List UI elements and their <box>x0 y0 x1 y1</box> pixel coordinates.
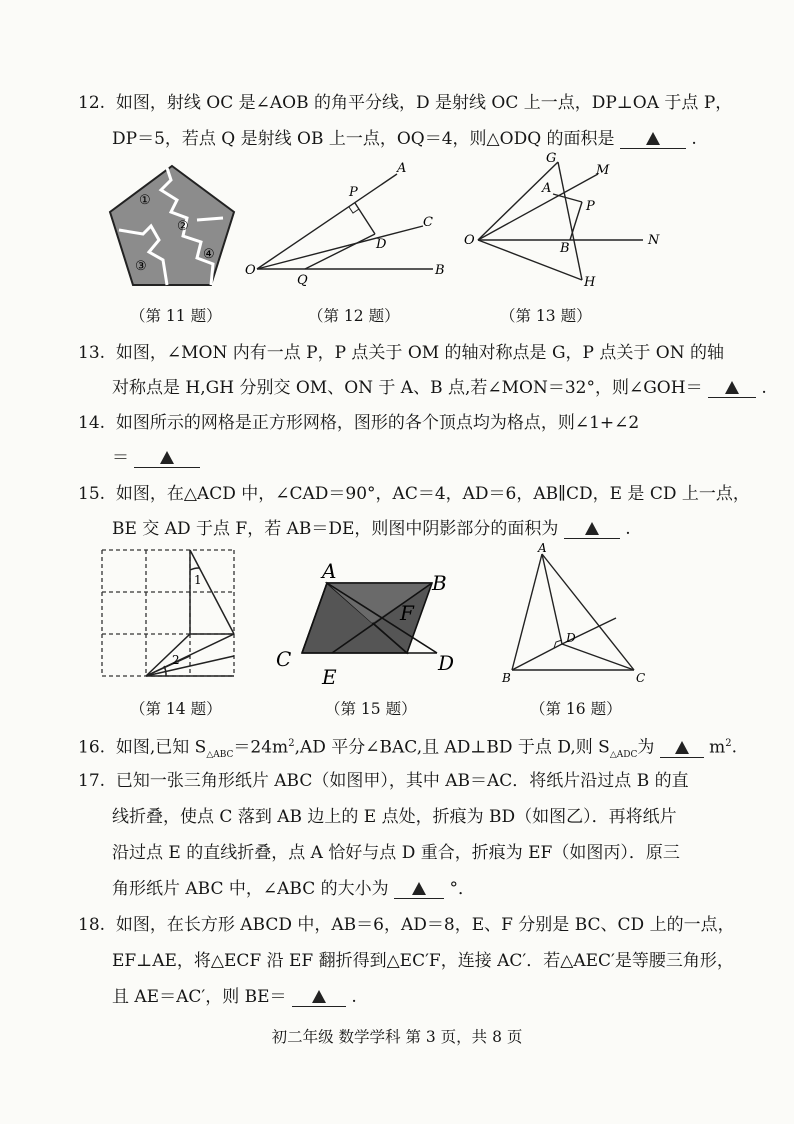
q14-answer-blank[interactable] <box>134 449 200 468</box>
fig16-caption: （第 16 题） <box>530 700 622 718</box>
fig12-label-Q: Q <box>297 273 308 288</box>
figure-12 <box>245 160 455 288</box>
fig15-caption: （第 15 题） <box>325 700 417 718</box>
fig13-label-G: G <box>546 151 557 166</box>
fig14-label-1: 1 <box>194 573 202 587</box>
triangle-marker-icon <box>412 882 426 895</box>
fig13-label-B: B <box>560 241 570 256</box>
figure-14 <box>100 548 240 680</box>
triangle-marker-icon <box>160 451 174 464</box>
q18-line1 <box>78 914 735 936</box>
fig14-caption: （第 14 题） <box>130 700 222 718</box>
fig15-label-F: F <box>400 601 414 625</box>
fig16-label-A: A <box>538 541 547 555</box>
q14-number: 14. <box>78 413 106 433</box>
q15-text-1: 如图，在△ACD 中，∠CAD＝90°，AC＝4，AD＝6，AB∥CD，E 是 CD 上一点， <box>115 484 750 504</box>
q17-line4: 角形纸片 ABC 中，∠ABC 的大小为 °． <box>112 879 475 899</box>
q15-answer-blank[interactable] <box>564 520 620 539</box>
fig13-caption: （第 13 题） <box>500 307 592 325</box>
q18-line2 <box>112 950 734 972</box>
fig12-label-B: B <box>435 263 445 278</box>
q15-number: 15. <box>78 484 106 504</box>
triangle-marker-icon <box>312 990 326 1003</box>
fig11-cut <box>197 218 223 220</box>
fig11-label-1: ① <box>139 193 151 208</box>
triangle-marker-icon <box>725 381 739 394</box>
q18-answer-blank[interactable] <box>292 988 346 1007</box>
q15-line2: BE 交 AD 于点 F，若 AB＝DE，则图中阴影部分的面积为 . <box>112 519 631 539</box>
q15-text-2: BE 交 AD 于点 F，若 AB＝DE，则图中阴影部分的面积为 <box>112 519 559 539</box>
triangle-marker-icon <box>646 132 660 145</box>
q13-line2: 对称点是 H,GH 分别交 OM、ON 于 A、B 点,若∠MON＝32°，则∠GOH＝ . <box>112 378 767 398</box>
fig13-label-O: O <box>464 233 475 248</box>
q12-answer-blank[interactable] <box>620 130 686 149</box>
q17-text-2: 线折叠，使点 C 落到 AB 边上的 E 点处，折痕为 BD（如图乙）．再将纸片 <box>112 807 677 827</box>
fig11-label-2: ② <box>177 219 189 234</box>
q13-number: 13. <box>78 343 106 363</box>
q16-number: 16. <box>78 737 106 758</box>
fig11-label-4: ④ <box>203 247 215 262</box>
q13-line1 <box>78 342 724 364</box>
q17-number: 17. <box>78 771 106 791</box>
q13-answer-blank[interactable] <box>708 379 756 398</box>
fig13-label-N: N <box>648 233 660 248</box>
fig11-caption: （第 11 题） <box>130 307 222 325</box>
q12-text-2: DP＝5，若点 Q 是射线 OB 上一点，OQ＝4，则△ODQ 的面积是 <box>112 129 615 149</box>
fig11-pentagon <box>110 166 234 285</box>
q17-answer-blank[interactable] <box>394 880 444 899</box>
q12-text-1: 如图，射线 OC 是∠AOB 的角平分线，D 是射线 OC 上一点，DP⊥OA 于点 P， <box>115 93 733 113</box>
figure-11 <box>105 160 240 290</box>
q12-number: 12. <box>78 93 106 113</box>
fig13-label-H: H <box>584 275 596 290</box>
q14-line1 <box>78 412 639 434</box>
q16-answer-blank[interactable] <box>660 739 704 758</box>
q17-text-4: 角形纸片 ABC 中，∠ABC 的大小为 <box>112 879 389 899</box>
q13-text-2: 对称点是 H,GH 分别交 OM、ON 于 A、B 点,若∠MON＝32°，则∠GOH＝ <box>112 378 703 398</box>
q17-text-3: 沿过点 E 的直线折叠，点 A 恰好与点 D 重合，折痕为 EF（如图丙）．原三 <box>112 843 680 863</box>
q17-text-1: 已知一张三角形纸片 ABC（如图甲），其中 AB＝AC．将纸片沿过点 B 的直 <box>115 771 689 791</box>
q17-line3 <box>112 842 680 864</box>
triangle-marker-icon <box>675 741 689 754</box>
fig12-label-D: D <box>376 237 387 252</box>
fig12-label-O: O <box>245 263 256 278</box>
fig11-label-3: ③ <box>135 259 147 274</box>
page-footer: 初二年级 数学学科 第 3 页，共 8 页 <box>271 1028 523 1046</box>
q17-line1 <box>78 770 689 792</box>
q14-text-1: 如图所示的网格是正方形网格，图形的各个顶点均为格点，则∠1+∠2 <box>115 413 640 433</box>
fig13-label-M: M <box>596 163 610 178</box>
fig16-label-D: D <box>566 631 576 645</box>
fig14-label-2: 2 <box>172 653 180 667</box>
fig12-label-C: C <box>423 215 433 230</box>
fig16-label-B: B <box>502 671 511 685</box>
q17-line2 <box>112 806 677 828</box>
q15-line1 <box>78 483 750 505</box>
fig15-label-A: A <box>322 559 337 583</box>
fig13-label-P: P <box>586 199 595 214</box>
q16-line: 16. 如图,已知 $S_{\triangle ABC}=24m^2,AD$ 平分∠BAC,且 AD⊥BD 于点 D,则 $S_{\triangle ADC}$为 $m^2$. <box>78 737 738 761</box>
q18-text-3: 且 AE＝AC′，则 BE＝ <box>112 987 287 1007</box>
fig15-label-B: B <box>432 571 447 595</box>
q18-text-1: 如图，在长方形 ABCD 中，AB＝6，AD＝8，E、F 分别是 BC、CD 上的一点， <box>115 915 735 935</box>
q13-text-1: 如图，∠MON 内有一点 P，P 点关于 OM 的轴对称点是 G，P 点关于 ON 的轴 <box>115 343 725 363</box>
triangle-marker-icon <box>585 522 599 535</box>
fig16-label-C: C <box>636 671 646 685</box>
fig13-label-A: A <box>542 181 552 196</box>
q18-line3: 且 AE＝AC′，则 BE＝ . <box>112 987 357 1007</box>
figure-13 <box>458 151 668 290</box>
fig15-label-E: E <box>322 665 337 689</box>
q14-text-2: ＝ <box>112 448 129 468</box>
fig15-label-D: D <box>438 651 455 675</box>
q18-text-2: EF⊥AE，将△ECF 沿 EF 翻折得到△EC′F，连接 AC′．若△AEC′是等腰三角形， <box>112 951 734 971</box>
figure-16 <box>498 541 658 686</box>
figure-15 <box>272 558 472 688</box>
q12-line1 <box>78 92 732 114</box>
q18-number: 18. <box>78 915 106 935</box>
fig12-caption: （第 12 题） <box>308 307 400 325</box>
q14-line2 <box>112 447 200 469</box>
fig12-label-P: P <box>349 185 358 200</box>
q12-line2: DP＝5，若点 Q 是射线 OB 上一点，OQ＝4，则△ODQ 的面积是 . <box>112 129 697 149</box>
fig12-label-A: A <box>397 161 407 176</box>
fig15-label-C: C <box>276 647 292 671</box>
